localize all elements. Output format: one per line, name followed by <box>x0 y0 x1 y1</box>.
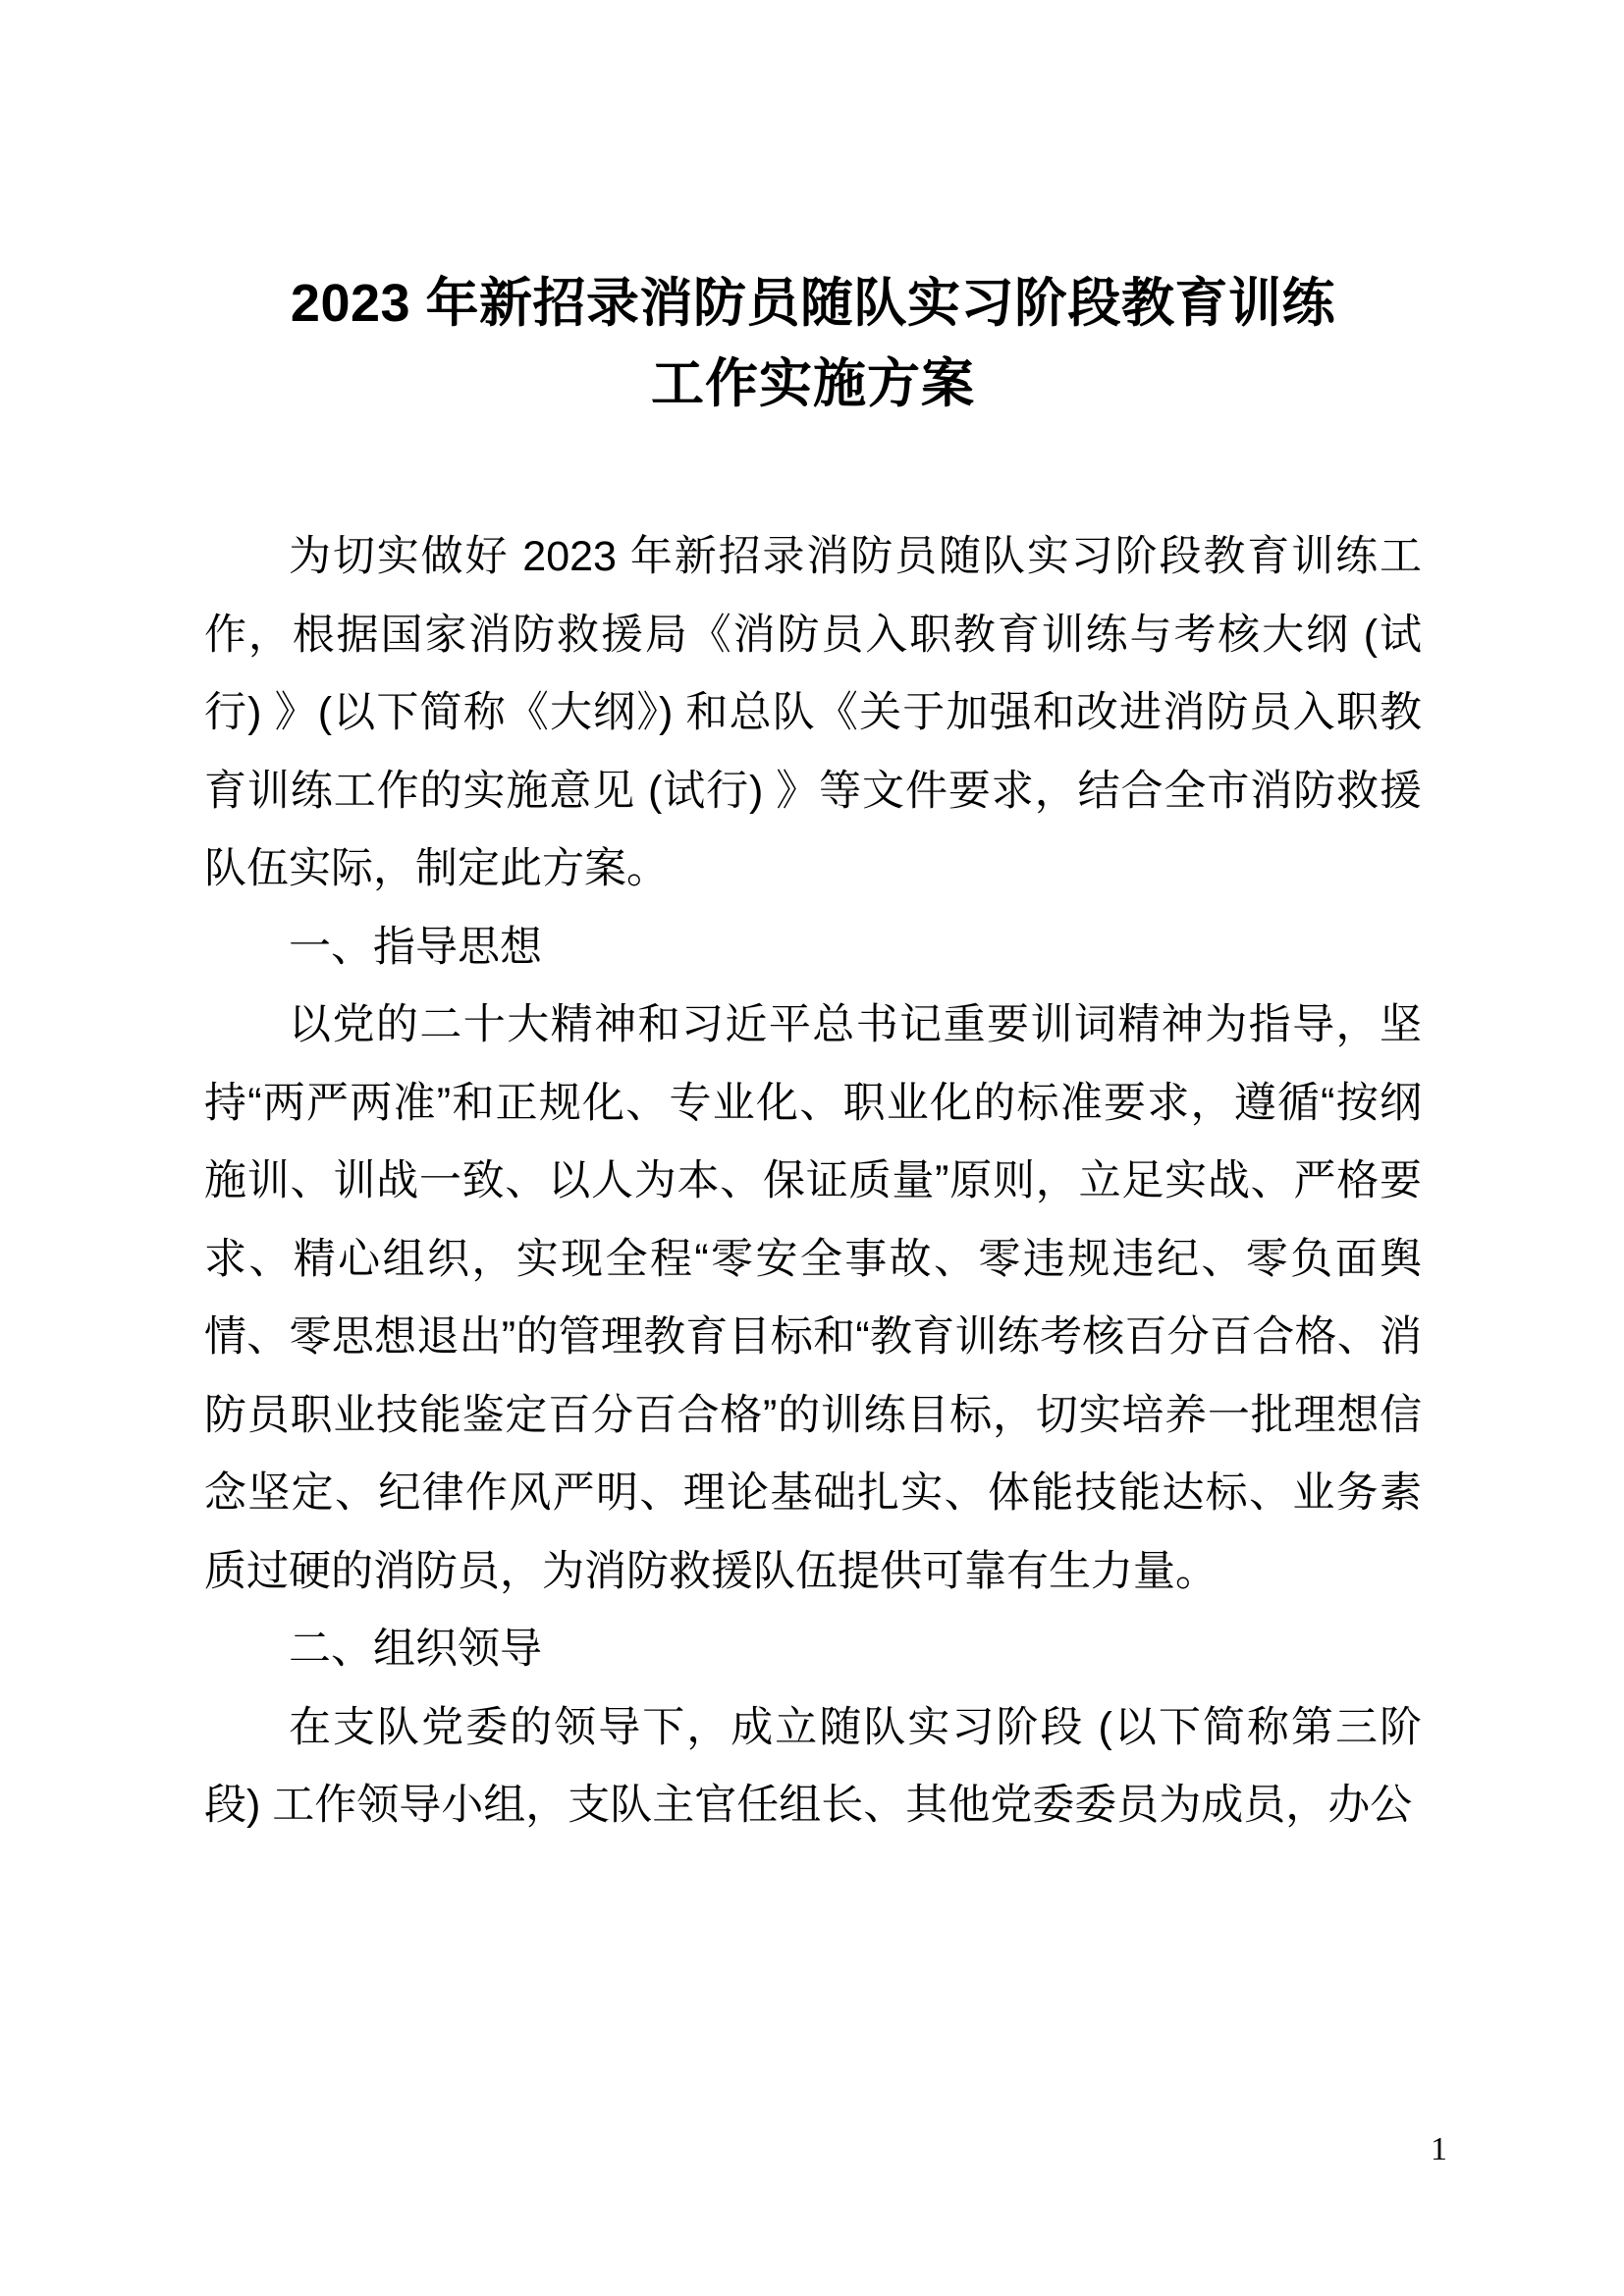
page-title <box>204 0 1422 424</box>
section-2-paragraph: 在支队党委的领导下，成立随队实习阶段 (以下简称第三阶段) 工作领导小组，支队主官任组长、其他党委委员为成员，办公 <box>204 1703 1422 1829</box>
section-heading-2: 二、组织领导 <box>289 1626 542 1673</box>
document-body <box>204 518 1422 1845</box>
page-title-line-2: 工作实施方案 <box>651 354 975 413</box>
section-heading-1: 一、指导思想 <box>289 923 542 971</box>
page-content <box>204 0 1422 2296</box>
page-title-line-1: 2023 年新招录消防员随队实习阶段教育训练 <box>290 274 1336 333</box>
intro-paragraph: 为切实做好 2023 年新招录消防员随队实习阶段教育训练工作，根据国家消防救援局《消防员入职教育训练与考核大纲 (试行) 》(以下简称《大纲》) 和总队《关于加强和改进消防员入职教育训练工作的实施意见 (试行) 》等文件要求，结合全市消防救援队伍实际，制定此方案。 <box>204 533 1422 892</box>
section-1-paragraph: 以党的二十大精神和习近平总书记重要训词精神为指导，坚持“两严两准”和正规化、专业化、职业化的标准要求，遵循“按纲施训、训战一致、以人为本、保证质量”原则，立足实战、严格要求、精心组织，实现全程“零安全事故、零违规违纪、零负面舆情、零思想退出”的管理教育目标和“教育训练考核百分百合格、消防员职业技能鉴定百分百合格”的训练目标，切实培养一批理想信念坚定、纪律作风严明、理论基础扎实、体能技能达标、业务素质过硬的消防员，为消防救援队伍提供可靠有生力量。 <box>204 1001 1422 1595</box>
page-number: 1 <box>1431 2131 1447 2167</box>
